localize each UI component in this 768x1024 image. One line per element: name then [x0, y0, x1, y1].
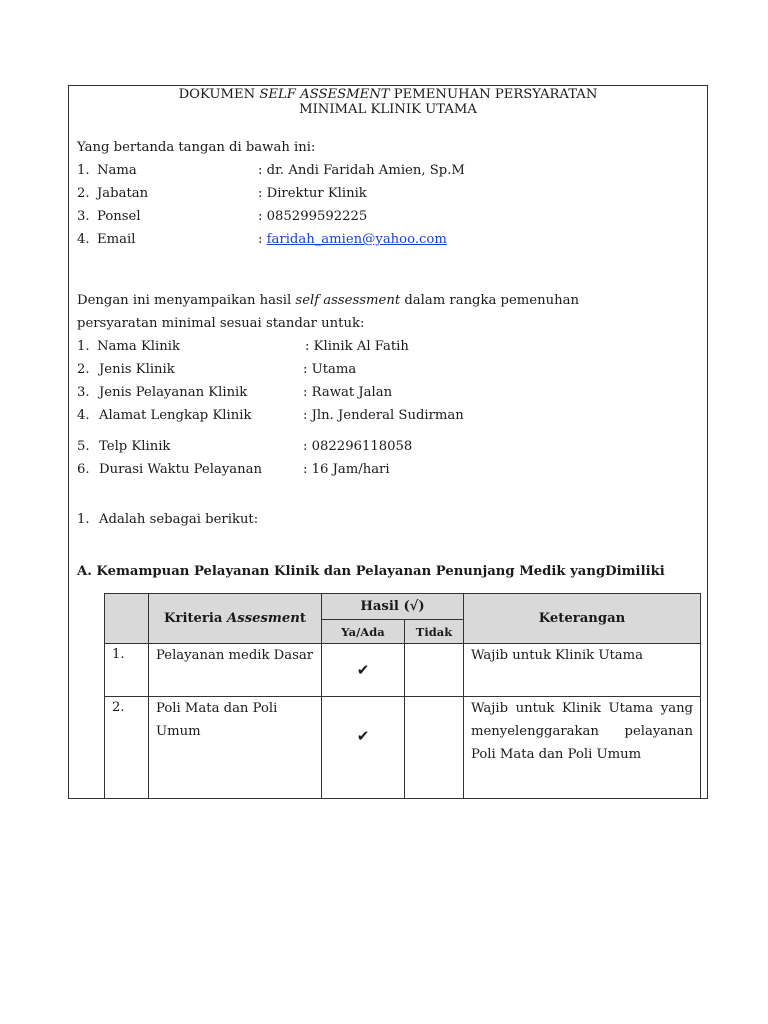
row-number: 1.	[105, 644, 149, 697]
row-tidak	[405, 697, 464, 799]
clinic-label-address: Alamat Lengkap Klinik	[99, 408, 252, 423]
check-mark-icon: ✔	[322, 697, 405, 799]
criteria-table	[104, 593, 701, 799]
clinic-num-6: 6.	[77, 462, 90, 477]
signer-value-name: : dr. Andi Faridah Amien, Sp.M	[258, 163, 465, 178]
check-mark-icon: ✔	[322, 644, 405, 697]
row-tidak	[405, 644, 464, 697]
clinic-num-2: 2.	[77, 362, 90, 377]
clinic-label-phone: Telp Klinik	[99, 439, 171, 454]
row-kriteria: Pelayanan medik Dasar	[149, 644, 322, 697]
clinic-value-name: : Klinik Al Fatih	[305, 339, 409, 354]
document-title-line2: MINIMAL KLINIK UTAMA	[299, 102, 477, 117]
header-tidak: Tidak	[405, 620, 464, 644]
row-kriteria: Poli Mata dan Poli Umum	[149, 697, 322, 799]
signer-label-phone: Ponsel	[97, 209, 141, 224]
row-keterangan: Wajib untuk Klinik Utama	[464, 644, 701, 697]
signer-value-position: : Direktur Klinik	[258, 186, 367, 201]
clinic-value-service: : Rawat Jalan	[303, 385, 393, 400]
email-link[interactable]: faridah_amien@yahoo.com	[266, 232, 447, 247]
row-number: 2.	[105, 697, 149, 799]
signer-num-4: 4.	[77, 232, 90, 247]
clinic-value-address: : Jln. Jenderal Sudirman	[303, 408, 464, 423]
clinic-num-1: 1.	[77, 339, 90, 354]
document-title-line1: DOKUMEN SELF ASSESMENT PEMENUHAN PERSYARATAN	[178, 87, 598, 102]
table-row	[105, 644, 701, 697]
signer-value-phone: : 085299592225	[258, 209, 368, 224]
signer-num-3: 3.	[77, 209, 90, 224]
signer-label-email: Email	[97, 232, 136, 247]
clinic-label-duration: Durasi Waktu Pelayanan	[99, 462, 262, 477]
clinic-value-phone: : 082296118058	[303, 439, 413, 454]
followup-num: 1.	[77, 512, 90, 527]
signer-label-name: Nama	[97, 163, 137, 178]
signer-num-2: 2.	[77, 186, 90, 201]
signer-num-1: 1.	[77, 163, 90, 178]
clinic-num-5: 5.	[77, 439, 90, 454]
header-no	[105, 594, 149, 644]
header-keterangan: Keterangan	[464, 594, 701, 644]
statement-line2: persyaratan minimal sesuai standar untuk:	[77, 316, 365, 331]
header-ya-ada: Ya/Ada	[322, 620, 405, 644]
table-header-row	[105, 594, 701, 620]
statement-line1: Dengan ini menyampaikan hasil self assessment dalam rangka pemenuhan	[77, 293, 579, 308]
section-a-heading: A. Kemampuan Pelayanan Klinik dan Pelayanan Penunjang Medik yangDimiliki	[77, 564, 665, 579]
signer-value-email: : faridah_amien@yahoo.com	[258, 232, 447, 247]
clinic-label-name: Nama Klinik	[97, 339, 180, 354]
clinic-value-type: : Utama	[303, 362, 357, 377]
clinic-label-type: Jenis Klinik	[99, 362, 175, 377]
clinic-num-4: 4.	[77, 408, 90, 423]
signer-label-position: Jabatan	[97, 186, 149, 201]
clinic-value-duration: : 16 Jam/hari	[303, 462, 390, 477]
table-row	[105, 697, 701, 799]
followup-text: Adalah sebagai berikut:	[99, 512, 259, 527]
intro-text: Yang bertanda tangan di bawah ini:	[77, 140, 316, 155]
clinic-label-service: Jenis Pelayanan Klinik	[99, 385, 248, 400]
clinic-num-3: 3.	[77, 385, 90, 400]
header-kriteria: Kriteria Assesment	[149, 594, 322, 644]
row-keterangan: Wajib untuk Klinik Utama yang menyelenggarakan pelayanan Poli Mata dan Poli Umum	[464, 697, 701, 799]
header-hasil: Hasil (√)	[322, 594, 464, 620]
document-frame	[68, 85, 708, 799]
